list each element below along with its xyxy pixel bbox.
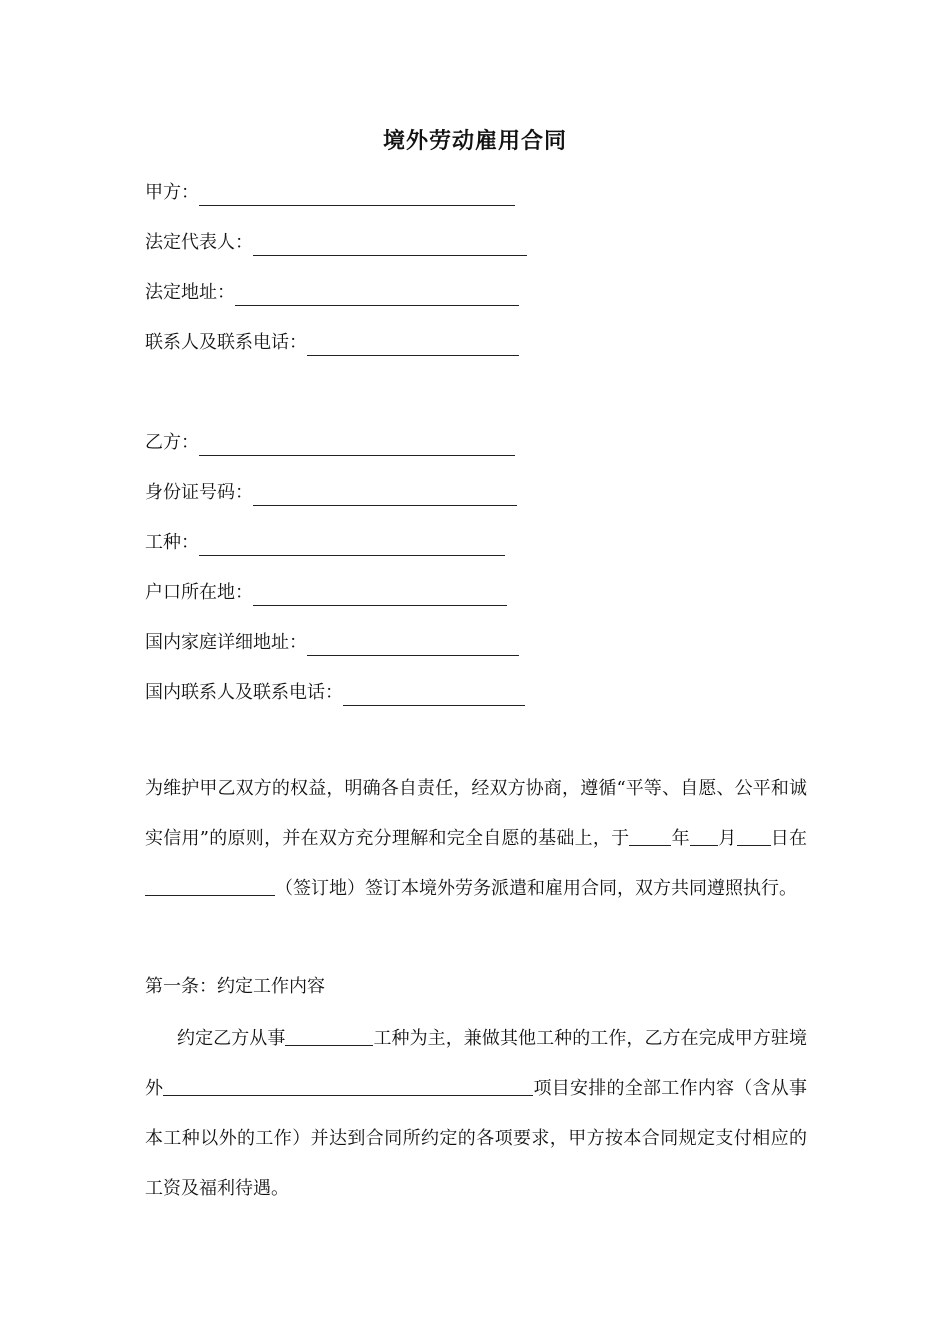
article-1-heading: 第一条：约定工作内容 [145,976,325,997]
party-b-name-label: 乙方： [145,432,199,453]
party-b-contact-label: 国内联系人及联系电话： [145,682,343,703]
party-b-id-blank [253,485,517,506]
year-label: 年 [671,828,690,849]
party-a-rep-blank [253,235,527,256]
article-1-text-1: 约定乙方从事 [177,1028,286,1049]
party-a-address-blank [235,285,519,306]
party-b-trade-field [145,530,505,556]
party-b-name-blank [199,435,515,456]
preamble-paragraph [145,764,807,914]
trade-blank [285,1025,373,1046]
party-a-address-label: 法定地址： [145,282,235,303]
party-b-id-label: 身份证号码： [145,482,253,503]
year-blank [629,825,671,846]
party-b-home-label: 国内家庭详细地址： [145,632,307,653]
party-a-contact-blank [307,335,519,356]
place-blank [145,875,275,896]
party-a-rep-label: 法定代表人： [145,232,253,253]
party-a-contact-field [145,330,519,356]
party-b-trade-label: 工种： [145,532,199,553]
party-b-hukou-label: 户口所在地： [145,582,253,603]
party-b-hukou-blank [253,585,507,606]
article-1-text-2: 工种为主，兼做其他工种的工作，乙方在完成甲方驻境外 [145,1028,808,1099]
party-b-contact-blank [343,685,525,706]
day-label: 日在 [770,828,808,849]
article-1-paragraph [145,1014,807,1214]
party-b-name-field [145,430,515,456]
party-b-hukou-field [145,580,507,606]
party-b-home-blank [307,635,519,656]
document-title: 境外劳动雇用合同 [382,128,567,154]
preamble-text: 为维护甲乙双方的权益，明确各自责任，经双方协商，遵循“平等、自愿、公平和诚实信用”的原则，并在双方充分理解和完全自愿的基础上，于 [145,778,807,849]
place-note: （签订地）签订本境外劳务派遣和雇用合同，双方共同遵照执行。 [275,878,797,899]
party-a-name-field [145,180,515,206]
party-b-trade-blank [199,535,505,556]
party-b-home-field [145,630,519,656]
project-blank [163,1075,533,1096]
month-blank [690,825,718,846]
party-b-contact-field [145,680,525,706]
party-a-name-blank [199,185,515,206]
article-1-text-3: 项目安排的全部工作内容（含从事本工种以外的工作）并达到合同所约定的各项要求，甲方按本合同规定支付相应的工资及福利待遇。 [145,1078,807,1199]
day-blank [737,825,771,846]
party-a-name-label: 甲方： [145,182,199,203]
month-label: 月 [717,828,737,849]
party-a-contact-label: 联系人及联系电话： [145,332,307,353]
party-b-id-field [145,480,517,506]
party-a-address-field [145,280,519,306]
party-a-rep-field [145,230,527,256]
